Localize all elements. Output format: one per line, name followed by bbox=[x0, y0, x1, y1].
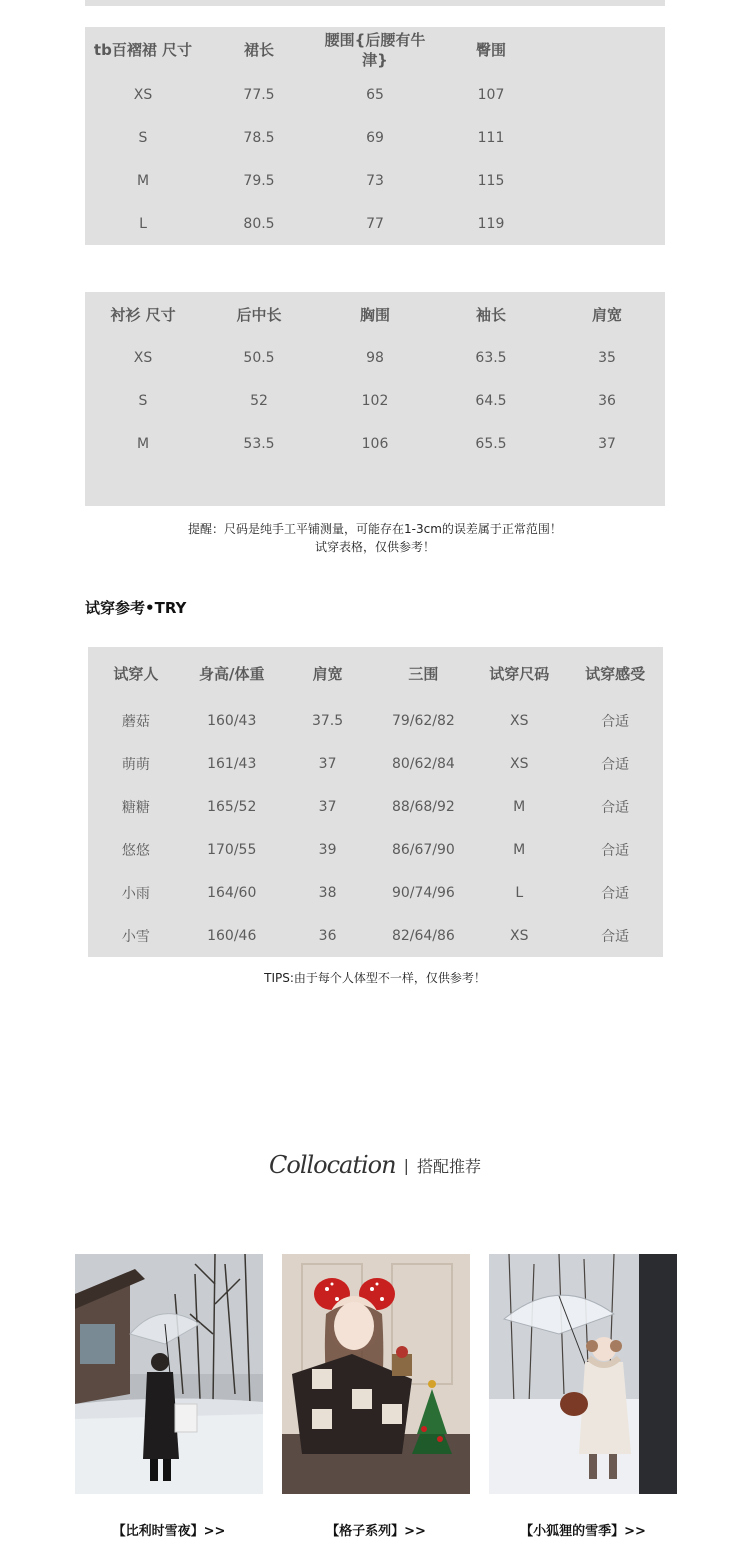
table-cell: 80.5 bbox=[243, 215, 275, 232]
table-cell: 38 bbox=[318, 884, 337, 901]
table-cell: 合适 bbox=[601, 713, 630, 730]
table-cell: 86/67/90 bbox=[391, 841, 455, 858]
table-row bbox=[88, 828, 663, 871]
table-cell bbox=[549, 159, 665, 202]
table-cell: 161/43 bbox=[207, 755, 257, 772]
table-cell: 合适 bbox=[601, 928, 630, 945]
table-cell: S bbox=[138, 129, 148, 146]
top-table-edge bbox=[85, 0, 665, 6]
table-cell: 悠悠 bbox=[121, 842, 150, 859]
recommendation-photo-2[interactable] bbox=[282, 1254, 470, 1494]
table-cell: 106 bbox=[361, 435, 389, 452]
table-row bbox=[85, 379, 665, 422]
recommendation-photo-3[interactable] bbox=[489, 1254, 677, 1494]
table-cell bbox=[549, 202, 665, 245]
table-cell: 115 bbox=[477, 172, 505, 189]
col-header: 试穿感受 bbox=[585, 664, 646, 683]
table-cell: 37.5 bbox=[311, 712, 344, 729]
table-cell: 萌萌 bbox=[121, 756, 150, 773]
table-cell: 88/68/92 bbox=[391, 798, 455, 815]
table-header-row bbox=[88, 647, 663, 699]
table-cell: 合适 bbox=[601, 799, 630, 816]
tips-note: TIPS:由于每个人体型不一样，仅供参考！ bbox=[264, 971, 486, 985]
table-cell: 52 bbox=[250, 392, 268, 409]
table-cell: 65.5 bbox=[475, 435, 507, 452]
table-cell: 160/46 bbox=[207, 927, 257, 944]
table-cell: 39 bbox=[318, 841, 337, 858]
table-row bbox=[88, 871, 663, 914]
col-header: 臀围 bbox=[475, 41, 506, 59]
col-header bbox=[549, 27, 665, 73]
col-header: tb百褶裙 尺寸 bbox=[93, 41, 193, 59]
table-cell: 36 bbox=[318, 927, 337, 944]
table-row bbox=[88, 914, 663, 957]
table-cell: 69 bbox=[366, 129, 384, 146]
table-header-row bbox=[85, 27, 665, 73]
col-header: 试穿尺码 bbox=[489, 664, 550, 683]
table-cell: 164/60 bbox=[207, 884, 257, 901]
collocation-script: Collocation bbox=[269, 1151, 396, 1179]
table-cell: 37 bbox=[598, 435, 616, 452]
table-cell: 73 bbox=[366, 172, 384, 189]
col-header: 胸围 bbox=[359, 305, 390, 324]
table-cell: XS bbox=[509, 755, 529, 772]
table-cell: L bbox=[139, 215, 147, 232]
collocation-title: 搭配推荐 bbox=[416, 1156, 481, 1176]
table-cell: 77 bbox=[366, 215, 384, 232]
table-cell: 小雪 bbox=[121, 928, 150, 945]
try-on-table bbox=[88, 647, 663, 957]
table-cell: 合适 bbox=[601, 885, 630, 902]
table-cell: 78.5 bbox=[243, 129, 275, 146]
table-cell: L bbox=[515, 884, 524, 901]
table-cell: 合适 bbox=[601, 842, 630, 859]
table-row bbox=[85, 336, 665, 379]
col-header: 袖长 bbox=[475, 305, 506, 324]
table-cell: 35 bbox=[598, 349, 616, 366]
table-row bbox=[85, 202, 665, 245]
recommendation-link-1[interactable]: 【比利时雪夜】>> bbox=[112, 1524, 226, 1539]
col-header: 腰围{后腰有牛津} bbox=[324, 31, 426, 69]
table-cell: 107 bbox=[477, 86, 505, 103]
table-cell: 90/74/96 bbox=[391, 884, 455, 901]
plaid-christmas-photo bbox=[282, 1254, 470, 1494]
col-header: 肩宽 bbox=[591, 305, 622, 324]
table-cell: 65 bbox=[366, 86, 384, 103]
table-cell: XS bbox=[509, 712, 529, 729]
table-cell: 170/55 bbox=[207, 841, 257, 858]
table-cell: 79/62/82 bbox=[391, 712, 455, 729]
collocation-heading bbox=[0, 1143, 750, 1187]
table-cell: 80/62/84 bbox=[391, 755, 455, 772]
table-cell: 糖糖 bbox=[121, 799, 150, 816]
table-cell: 79.5 bbox=[243, 172, 275, 189]
table-cell: 37 bbox=[318, 798, 337, 815]
table-row bbox=[88, 699, 663, 742]
table-row bbox=[85, 422, 665, 465]
table-cell: 50.5 bbox=[243, 349, 275, 366]
table-cell: 165/52 bbox=[207, 798, 257, 815]
col-header: 衬衫 尺寸 bbox=[110, 305, 176, 324]
recommendation-link-2[interactable]: 【格子系列】>> bbox=[326, 1524, 426, 1539]
table-cell bbox=[549, 73, 665, 116]
table-row bbox=[85, 159, 665, 202]
col-header: 后中长 bbox=[236, 305, 282, 324]
table-header-row bbox=[85, 292, 665, 336]
measurement-note: 提醒：尺码是纯手工平铺测量，可能存在1-3cm的误差属于正常范围！ bbox=[188, 522, 562, 536]
table-cell: XS bbox=[133, 349, 153, 366]
col-header: 裙长 bbox=[243, 41, 274, 59]
table-cell: 98 bbox=[366, 349, 384, 366]
table-row-empty bbox=[85, 465, 665, 506]
table-cell: 102 bbox=[361, 392, 389, 409]
skirt-size-table bbox=[85, 27, 665, 245]
table-cell: M bbox=[136, 435, 150, 452]
snow-umbrella-photo bbox=[75, 1254, 263, 1494]
table-cell: M bbox=[136, 172, 150, 189]
heading-separator: | bbox=[403, 1155, 409, 1175]
table-cell: 合适 bbox=[601, 756, 630, 773]
table-cell: 63.5 bbox=[475, 349, 507, 366]
table-cell: 82/64/86 bbox=[391, 927, 455, 944]
try-section-title: 试穿参考•TRY bbox=[85, 599, 187, 617]
col-header: 身高/体重 bbox=[199, 664, 265, 683]
table-row bbox=[88, 742, 663, 785]
table-cell: 64.5 bbox=[475, 392, 507, 409]
shirt-size-table bbox=[85, 292, 665, 506]
table-cell: M bbox=[513, 798, 526, 815]
table-cell: 119 bbox=[477, 215, 505, 232]
table-cell: 36 bbox=[598, 392, 616, 409]
table-cell: 蘑菇 bbox=[121, 713, 150, 730]
table-cell: 111 bbox=[477, 129, 505, 146]
col-header: 试穿人 bbox=[113, 664, 159, 683]
table-row bbox=[88, 785, 663, 828]
recommendation-photo-1[interactable] bbox=[75, 1254, 263, 1494]
table-cell: 160/43 bbox=[207, 712, 257, 729]
table-cell: 77.5 bbox=[243, 86, 275, 103]
table-row bbox=[85, 73, 665, 116]
table-cell: S bbox=[138, 392, 148, 409]
col-header: 肩宽 bbox=[312, 664, 343, 683]
table-cell: XS bbox=[133, 86, 153, 103]
table-cell bbox=[549, 116, 665, 159]
table-cell: M bbox=[513, 841, 526, 858]
reference-note: 试穿表格，仅供参考！ bbox=[314, 540, 435, 554]
table-cell: 53.5 bbox=[243, 435, 275, 452]
table-cell: 小雨 bbox=[121, 885, 150, 902]
table-cell: 37 bbox=[318, 755, 337, 772]
recommendation-link-3[interactable]: 【小狐狸的雪季】>> bbox=[520, 1524, 646, 1539]
table-row bbox=[85, 116, 665, 159]
table-cell: XS bbox=[509, 927, 529, 944]
col-header: 三围 bbox=[408, 664, 439, 683]
snow-earmuffs-photo bbox=[489, 1254, 677, 1494]
